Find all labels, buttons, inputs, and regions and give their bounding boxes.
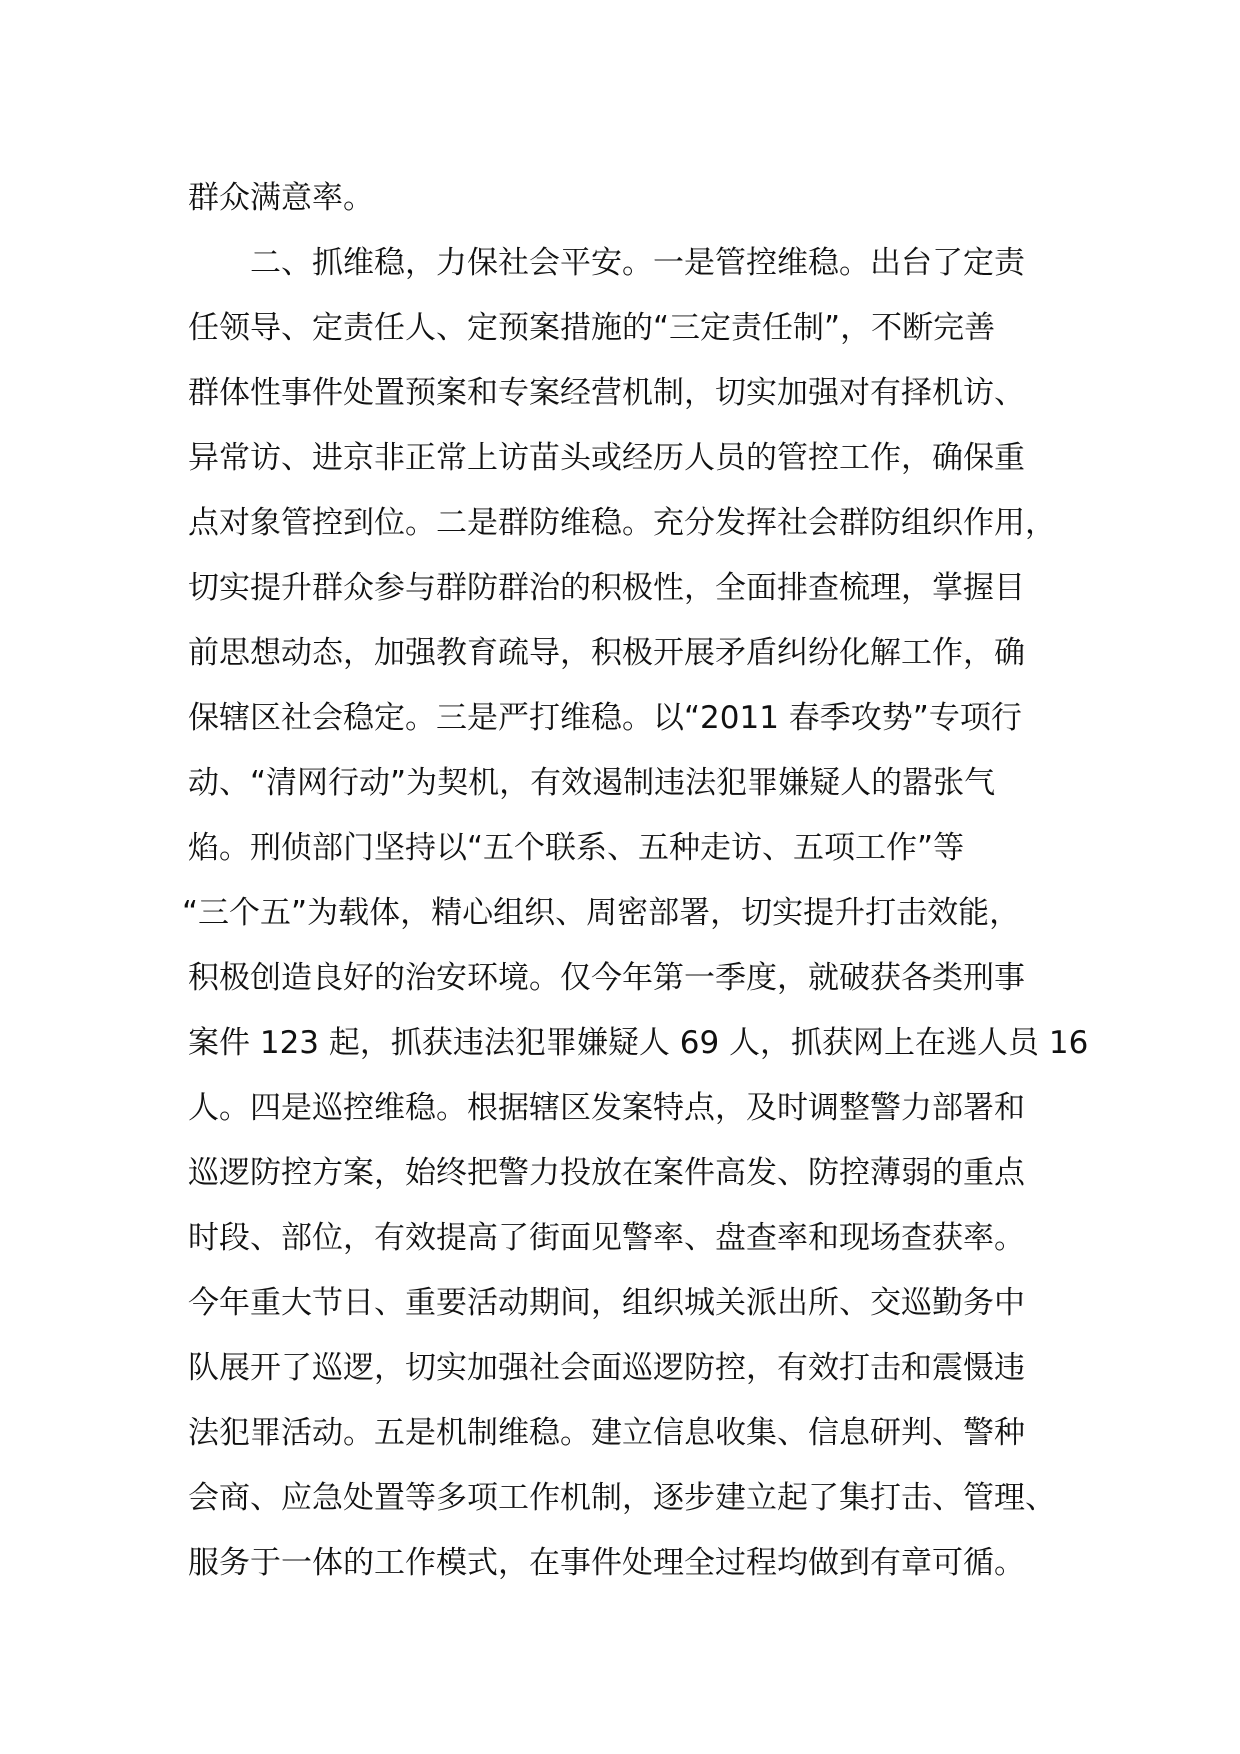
text-line: 动、“清网行动”为契机，有效遏制违法犯罪嫌疑人的嚣张气 [188,765,996,801]
text-line: 巡逻防控方案，始终把警力投放在案件高发、防控薄弱的重点 [188,1155,1025,1191]
text-line: 保辖区社会稳定。三是严打维稳。以“2011 春季攻势”专项行 [188,700,1022,736]
text-line: 今年重大节日、重要活动期间，组织城关派出所、交巡勤务中 [188,1285,1025,1321]
text-line: “三个五”为载体，精心组织、周密部署，切实提升打击效能， [182,895,1021,931]
text-line: 人。四是巡控维稳。根据辖区发案特点，及时调整警力部署和 [188,1090,1025,1126]
text-line: 点对象管控到位。二是群防维稳。充分发挥社会群防组织作用， [188,505,1056,541]
text-line: 案件 123 起，抓获违法犯罪嫌疑人 69 人，抓获网上在逃人员 16 [188,1025,1089,1061]
text-line: 焰。刑侦部门坚持以“五个联系、五种走访、五项工作”等 [188,830,965,866]
text-line: 队展开了巡逻，切实加强社会面巡逻防控，有效打击和震慑违 [188,1350,1025,1386]
text-line: 前思想动态，加强教育疏导，积极开展矛盾纠纷化解工作，确 [188,635,1025,671]
text-line: 任领导、定责任人、定预案措施的“三定责任制”，不断完善 [188,310,996,346]
paragraph-first-line: 二、抓维稳，力保社会平安。一是管控维稳。出台了定责 [250,245,1025,281]
text-line: 群体性事件处置预案和专案经营机制，切实加强对有择机访、 [188,375,1025,411]
body-text [182,166,1089,1596]
text-line: 会商、应急处置等多项工作机制，逐步建立起了集打击、管理、 [188,1480,1056,1516]
text-line: 法犯罪活动。五是机制维稳。建立信息收集、信息研判、警种 [188,1415,1025,1451]
text-line: 异常访、进京非正常上访苗头或经历人员的管控工作，确保重 [188,440,1025,476]
text-line: 时段、部位，有效提高了街面见警率、盘查率和现场查获率。 [188,1220,1025,1256]
text-line: 积极创造良好的治安环境。仅今年第一季度，就破获各类刑事 [188,960,1025,996]
text-line: 切实提升群众参与群防群治的积极性，全面排查梳理，掌握目 [188,570,1025,606]
text-line: 群众满意率。 [188,180,374,216]
text-line: 服务于一体的工作模式，在事件处理全过程均做到有章可循。 [188,1545,1025,1581]
